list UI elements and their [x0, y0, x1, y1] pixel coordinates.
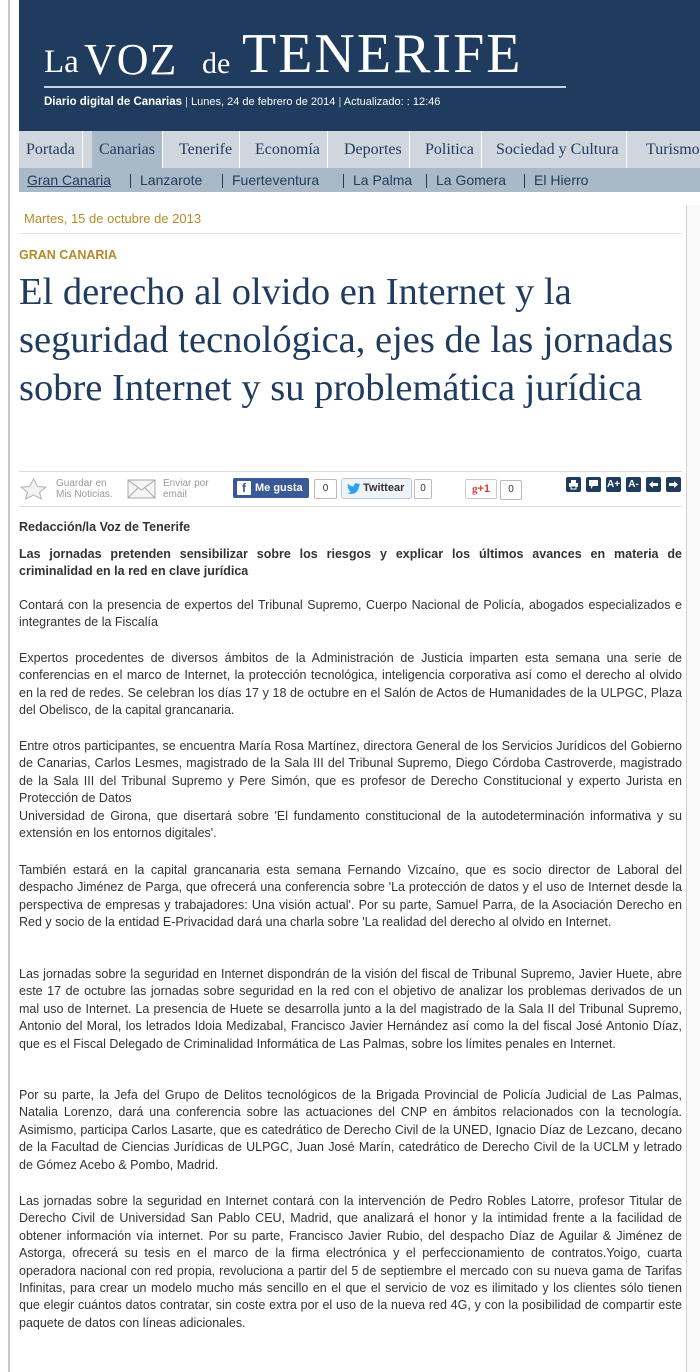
subnav-la-gomera[interactable]: La Gomera — [436, 172, 507, 188]
toolbar-bottom-divider — [19, 506, 682, 507]
subnav-separator — [222, 174, 223, 188]
article-paragraph: Por su parte, la Jefa del Grupo de Delitos tecnológicos de la Brigada Provincial de Policía Judicial de Las Palmas, Natalia Lorenzo, dará una conferencia sobre las actuaciones del CNP en ámbitos relacionados con la tecnología. Asimismo, participa Carlos Lasarte, que es catedrático de Derecho Civil de la UNED, Ignacio Díaz de Lezcano, decano de la Facultad de Ciencias Jurídicas de ULPGC, Juan José Marín, catedrático de Derecho Civil de la UCLM y letrado de Gómez Acebo & Pombo, Madrid. — [19, 1088, 682, 1172]
arrow-left-icon[interactable] — [646, 477, 661, 492]
section-label[interactable]: GRAN CANARIA — [19, 248, 117, 262]
article-paragraph: Expertos procedentes de diversos ámbitos de la Administración de Justicia imparten esta semana una serie de conferencias en el marco de Internet, la protección tecnológica, inteligencia corporativa así como el derecho al olvido en la red de redes. Se celebran los días 17 y 18 de octubre en el Salón de Actos de Humanidades de la ULPGC, Plaza del Obelisco, de la capital grancanaria. — [19, 651, 682, 718]
nav-tenerife[interactable]: Tenerife — [172, 131, 240, 168]
article-paragraph: También estará en la capital grancanaria esta semana Fernando Vizcaíno, que es socio director de Laboral del despacho Jiménez de Parga, que ofrecerá una conferencia sobre 'La protección de datos y el uso de Internet desde la perspectiva de empresas y trabajadores: Una visión actual'. Por su parte, Samuel Parra, de la Asociación Derecho en Red y socio de la entidad E-Privacidad dará una charla sobre 'La realidad del derecho al olvido en Internet. — [19, 863, 682, 930]
article-paragraph: Las jornadas sobre la seguridad en Internet dispondrán de la visión del fiscal de Tribunal Supremo, Javier Huete, abre este 17 de octubre las jornadas sobre seguridad en la red con el objetivo de analizar los problemas derivados de un mal uso de Internet. La presencia de Huete se desarrolla junto a la del magistrado de la Sala II del Tribunal Supremo, Antonio del Moral, los letrados Idoia Medizabal, Francisco Javier Hernández así como la del fiscal José Antonio Díaz, que es el Fiscal Delegado de Criminalidad Informática de Las Palmas, sobre los límites penales en Internet. — [19, 967, 682, 1051]
text-size-decrease-icon[interactable]: A- — [626, 477, 641, 492]
page-left-border — [8, 0, 10, 1372]
article-date: Martes, 15 de octubre de 2013 — [24, 211, 202, 226]
toolbar-top-divider — [19, 471, 682, 472]
subnav-la-palma[interactable]: La Palma — [353, 172, 413, 188]
subnav-el-hierro[interactable]: El Hierro — [534, 172, 589, 188]
article-paragraph: Entre otros participantes, se encuentra María Rosa Martínez, directora General de los Servicios Jurídicos del Gobierno de Canarias, Carlos Lesmes, magistrado de la Sala III del Tribunal Supremo, Diego Córdoba Castroverde, magistrado de la Sala III del Tribunal Supremo y Pere Simón, que es profesor de Derecho Constitucional y experto Jurista en Protección de Datos Universidad de Girona, que disertará sobre 'El fundamento constitucional de la autodeterminación informativa y su extensión en los entornos digitales'. — [19, 739, 682, 841]
subnav-separator — [524, 174, 525, 188]
subnav-separator — [426, 174, 427, 188]
nav-turismo[interactable]: Turismo — [639, 131, 700, 168]
tagline: Diario digital de Canarias — [44, 96, 183, 108]
logo-divider — [44, 86, 566, 88]
nav-deportes[interactable]: Deportes — [337, 131, 410, 168]
subnav-separator — [343, 174, 344, 188]
updated-time: Actualizado: : 12:46 — [343, 96, 441, 108]
google-plus-count: 0 — [500, 480, 522, 500]
article-paragraph: Contará con la presencia de expertos del Tribunal Supremo, Cuerpo Nacional de Policía, abogados especializados e integrantes de la Fiscalía — [19, 598, 682, 630]
save-news-label[interactable]: Guardar en Mis Noticias. — [56, 478, 113, 500]
current-date: Lunes, 24 de febrero de 2014 — [191, 96, 336, 108]
facebook-like-count: 0 — [314, 479, 337, 499]
email-label[interactable]: Enviar por email — [163, 478, 209, 500]
nav-economia[interactable]: Economía — [248, 131, 328, 168]
subnav-gran-canaria[interactable]: Gran Canaria — [27, 172, 112, 188]
logo-voz: VOZ — [84, 35, 178, 84]
main-nav — [19, 131, 700, 168]
twitter-bird-icon — [347, 483, 361, 495]
article-lead: Las jornadas pretenden sensibilizar sobre los riesgos y explicar los últimos avances en materia de criminalidad en la red en clave jurídica — [19, 547, 682, 578]
email-icon[interactable] — [127, 479, 156, 499]
subnav-lanzarote[interactable]: Lanzarote — [140, 172, 203, 188]
masthead — [19, 0, 700, 131]
article-title: El derecho al olvido en Internet y la seguridad tecnológica, ejes de las jornadas sobre Internet y su problemática jurídica — [19, 271, 674, 409]
logo-tenerife: TENERIFE — [242, 23, 523, 85]
subnav-fuerteventura[interactable]: Fuerteventura — [232, 172, 320, 188]
article-author: Redacción/la Voz de Tenerife — [19, 520, 191, 534]
tweet-button[interactable] — [341, 478, 412, 499]
google-plus-button[interactable] — [465, 479, 497, 499]
nav-portada[interactable]: Portada — [19, 131, 83, 168]
nav-sociedad-cultura[interactable]: Sociedad y Cultura — [489, 131, 627, 168]
text-size-increase-icon[interactable]: A+ — [606, 479, 621, 490]
tweet-count: 0 — [414, 479, 432, 499]
arrow-right-icon[interactable] — [666, 477, 681, 492]
tagline-bar: Diario digital de Canarias | Lunes, 24 de febrero de 2014 | Actualizado: : 12:46 — [44, 96, 441, 108]
comment-icon[interactable] — [586, 477, 601, 492]
logo-la: La — [44, 44, 79, 80]
sub-nav — [19, 168, 700, 192]
save-news-icon[interactable] — [19, 478, 48, 500]
facebook-like-label: Me gusta — [255, 482, 303, 494]
article-paragraph: Las jornadas sobre la seguridad en Internet contará con la intervención de Pedro Robles Latorre, profesor Titular de Derecho Civil de Universidad San Pablo CEU, Madrid, que analizará el honor y la intimidad frente a la facilidad de obtener información vía internet. Por su parte, Francisco Javier Rubio, del despacho Díaz de Aguilar & Jiménez de Astorga, ofrecerá su tesis en el marco de la firma electrónica y el perfeccionamiento de contratos.Yoigo, cuarta operadora nacional con red propia, revoluciona a partir del 5 de septiembre el mercado con su nueva gama de Tarifas Infinitas, para crear un modelo mucho más sencillo en el que el servicio de voz es ilimitado y los clientes sólo tienen que elegir cuántos datos contratar, sin coste extra por el uso de la nueva red 4G, y con la posibilidad de compartir este paquete de datos con líneas adicionales. — [19, 1194, 682, 1330]
print-icon[interactable] — [566, 477, 581, 492]
nav-politica[interactable]: Politica — [418, 131, 482, 168]
logo-de: de — [202, 47, 231, 80]
facebook-like-button[interactable] — [233, 478, 309, 498]
google-plus-icon: g — [471, 483, 478, 495]
tweet-label: Twittear — [363, 482, 405, 494]
google-plus-label: +1 — [477, 483, 491, 495]
date-divider — [19, 233, 682, 234]
facebook-icon: f — [237, 481, 251, 495]
nav-canarias[interactable]: Canarias — [92, 131, 163, 168]
subnav-separator — [130, 174, 131, 188]
